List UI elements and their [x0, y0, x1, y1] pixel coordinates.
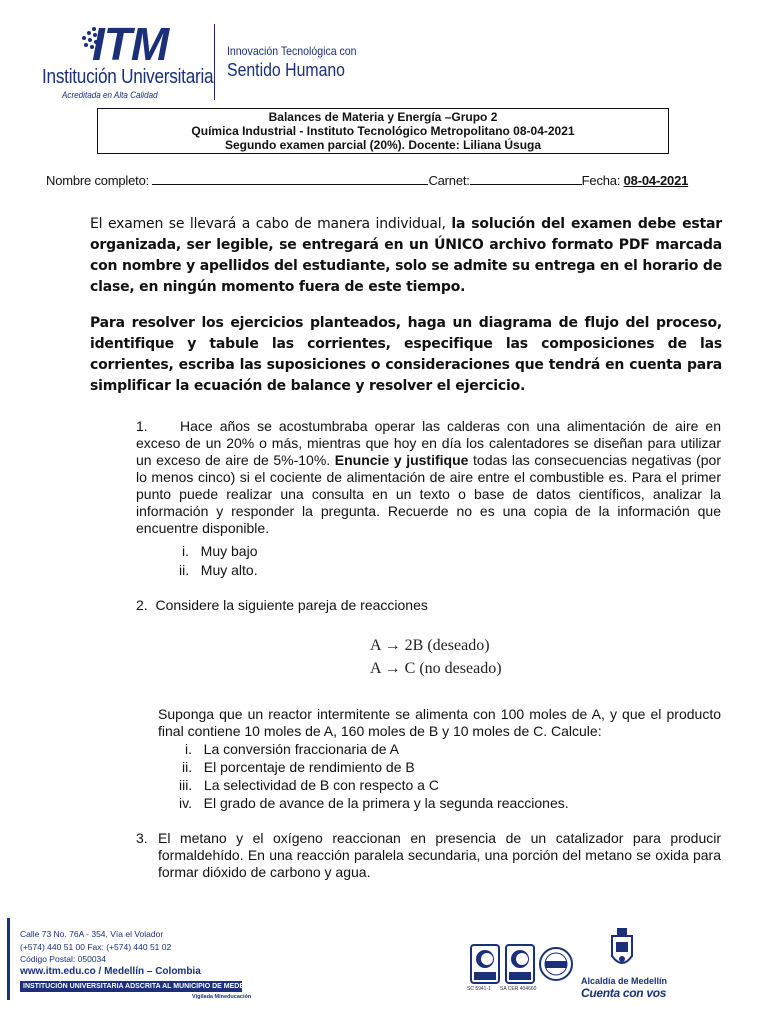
- footer-address: Calle 73 No. 76A - 354, Vía el Volador: [20, 929, 164, 939]
- cert1-code: SC 5941-1: [467, 986, 491, 992]
- question-1-number: 1.: [136, 418, 148, 434]
- slogan-top: Innovación Tecnológica con: [227, 44, 357, 58]
- footer-postal: Código Postal: 050034: [20, 954, 107, 964]
- question-3-text: El metano y el oxígeno reaccionan en presencia de un catalizador para producir formaldehído. En una reacción paralela secundaria, una porción del metano se oxida para formar dióxido de carbono y agua.: [158, 830, 721, 880]
- sub-text: El porcentaje de rendimiento de B: [203, 759, 415, 775]
- sub-text: La conversión fraccionaria de A: [203, 741, 400, 757]
- alcaldia-name: Alcaldía de Medellín: [581, 976, 668, 986]
- sub-text: El grado de avance de la primera y la segunda reacciones.: [203, 795, 569, 811]
- question-2-sub-ii: [182, 759, 415, 776]
- iqnet-seal-icon: [538, 944, 574, 984]
- question-3-number: 3.: [136, 830, 148, 846]
- question-2: [136, 597, 428, 614]
- sub-text: Muy bajo: [200, 543, 258, 559]
- sub-number: iv.: [179, 795, 192, 811]
- question-1-text-b: todas las consecuencias negativas (por lo menos cinco) si el cociente de alimentación de aire entre el combustible es. Para el primer punto puede realizar una consulta en un texto o base de datos científicos, analizar la información y responder la pregunta. Recuerde no es una copia de la información que encuentre disponible.: [136, 452, 721, 536]
- institution-name: Institución Universitaria: [42, 66, 214, 88]
- instructions-p1-bold: la solución del examen debe estar organizada, ser legible, se entregará en un ÚNICO archivo formato PDF marcada con nombre y apellidos del estudiante, solo se admite su entrega en el horario de clase, en ningún momento fuera de este tiempo.: [90, 216, 722, 295]
- accreditation-text: Acreditada en Alta Calidad: [62, 90, 158, 100]
- instructions-paragraph-2: [90, 313, 722, 397]
- title-line-institute: Química Industrial - Instituto Tecnológico Metropolitano 08-04-2021: [191, 124, 575, 138]
- carnet-field[interactable]: [470, 173, 582, 185]
- exam-title-box: [97, 108, 669, 154]
- title-line-course: Balances de Materia y Energía –Grupo 2: [268, 110, 498, 124]
- instructions-paragraph-1: [90, 214, 722, 298]
- question-1-text-bold: Enuncie y justifique: [334, 452, 469, 468]
- alcaldia-tagline: Cuenta con vos: [581, 986, 667, 1000]
- student-fields-line: [46, 173, 688, 188]
- question-2-body: Suponga que un reactor intermitente se alimenta con 100 moles de A, y que el producto final contiene 10 moles de A, 160 moles de B y 10 moles de C. Calcule:: [158, 706, 721, 739]
- question-1: [136, 418, 721, 537]
- itm-logo: [74, 16, 174, 72]
- reactions-image: [370, 634, 502, 680]
- question-2-sub-iii: [179, 777, 439, 794]
- footer-phone: (+574) 440 51 00 Fax: (+574) 440 51 02: [20, 942, 172, 952]
- question-3: [136, 830, 721, 881]
- icontec-iso9001-seal: [470, 944, 500, 984]
- sub-text: La selectividad de B con respecto a C: [203, 777, 439, 793]
- question-2-text: Considere la siguiente pareja de reacciones: [155, 597, 428, 613]
- question-1-text-a: Hace años se acostumbraba operar las calderas con una alimentación de aire en exceso de un 20% o más, mientras que hoy en día los calentadores se diseñan para utilizar un exceso de aire de 5%-10%.: [136, 418, 721, 468]
- footer-accent-bar: [7, 918, 10, 1000]
- date-value: 08-04-2021: [623, 173, 689, 188]
- certification-seal-icon: [470, 944, 500, 984]
- itm-logo-text: ITM: [92, 18, 169, 70]
- date-label: Fecha:: [581, 173, 621, 188]
- name-label: Nombre completo:: [46, 173, 150, 188]
- instructions-p2-bold: Para resolver los ejercicios planteados, haga un diagrama de flujo del proceso, identifique y tabule las corrientes, especifique las composiciones de las corrientes, escriba las suposiciones o consideraciones que tendrá en cuenta para simplificar la ecuación de balance y resolver el ejercicio.: [90, 315, 722, 394]
- instructions-p1-normal: El examen se llevará a cabo de manera individual,: [90, 216, 452, 232]
- question-2-sub-i: [185, 741, 399, 758]
- cert2-code: SA CER 404660: [500, 986, 537, 992]
- certification-seal-icon: [505, 944, 535, 984]
- name-field[interactable]: [152, 173, 428, 185]
- carnet-label: Carnet:: [428, 173, 470, 188]
- sub-text: Muy alto.: [200, 562, 258, 578]
- sub-number: i.: [185, 741, 192, 757]
- reaction-desired: A → 2B (deseado): [370, 637, 490, 654]
- question-2-sub-iv: [179, 795, 569, 812]
- icontec-iso14001-seal: [505, 944, 535, 984]
- question-1-sub-ii: [179, 562, 258, 579]
- logo-divider: [214, 24, 215, 100]
- sub-number: iii.: [179, 777, 193, 793]
- slogan-main: Sentido Humano: [227, 60, 346, 80]
- footer-vigilada: Vigilada Mineducación: [192, 994, 252, 1000]
- question-2-number: 2.: [136, 597, 148, 613]
- sub-number: ii.: [179, 562, 190, 578]
- footer-adscrita-strip: INSTITUCIÓN UNIVERSITARIA ADSCRITA AL MUNICIPIO DE MEDELLÍN: [20, 981, 242, 992]
- medellin-coat-of-arms-icon: [606, 926, 638, 972]
- iqnet-seal: [538, 944, 574, 984]
- sub-number: ii.: [182, 759, 193, 775]
- sub-number: i.: [182, 543, 189, 559]
- footer-website: www.itm.edu.co / Medellín – Colombia: [20, 966, 201, 977]
- title-line-exam: Segundo examen parcial (20%). Docente: Liliana Úsuga: [224, 138, 542, 152]
- reaction-undesired: A → C (no deseado): [370, 660, 502, 677]
- question-1-sub-i: [182, 543, 257, 560]
